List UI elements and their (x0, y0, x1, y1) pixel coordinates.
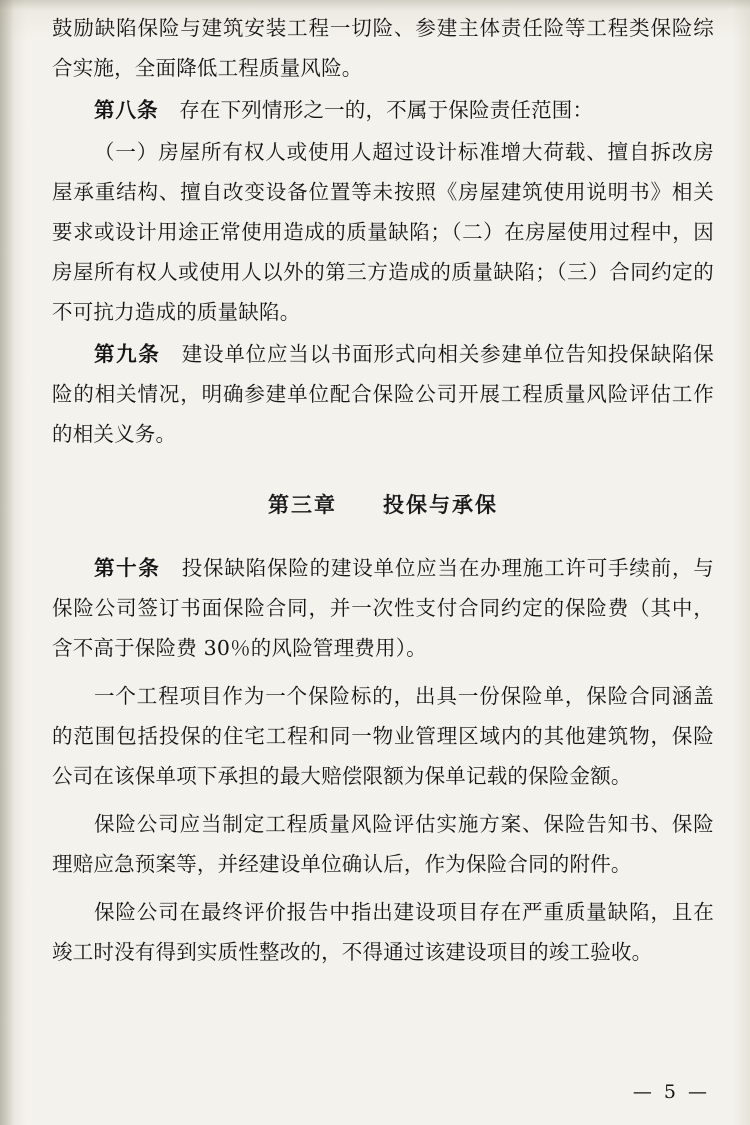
page-content (52, 8, 714, 974)
paragraph-article-9 (52, 334, 714, 454)
paragraph-text: 建设单位应当以书面形式向相关参建单位告知投保缺陷保险的相关情况，明确参建单位配合保险公司开展工程质量风险评估工作的相关义务。 (52, 342, 715, 446)
paragraph-text: 一个工程项目作为一个保险标的，出具一份保险单，保险合同涵盖的范围包括投保的住宅工程和同一物业管理区域内的其他建筑物，保险公司在该保单项下承担的最大赔偿限额为保单记载的保险金额。 (52, 684, 714, 788)
paragraph-final-report (52, 892, 714, 972)
paragraph-exclusions-list (52, 132, 714, 332)
paragraph-continuation (52, 8, 714, 88)
paragraph-text: 保险公司在最终评价报告中指出建设项目存在严重质量缺陷，且在竣工时没有得到实质性整改的，不得通过该建设项目的竣工验收。 (52, 900, 714, 964)
paragraph-text: 投保缺陷保险的建设单位应当在办理施工许可手续前，与保险公司签订书面保险合同，并一次性支付合同约定的保险费（其中，含不高于保险费 30％的风险管理费用）。 (52, 556, 715, 660)
chapter-heading: 第三章 投保与承保 (268, 492, 498, 517)
page-number: — 5 — (632, 1081, 710, 1103)
paragraph-article-10 (52, 548, 714, 668)
paragraph-text: 鼓励缺陷保险与建筑安装工程一切险、参建主体责任险等工程类保险综合实施，全面降低工程质量风险。 (52, 16, 714, 80)
paragraph-text: （一）房屋所有权人或使用人超过设计标准增大荷载、擅自拆改房屋承重结构、擅自改变设备位置等未按照《房屋建筑使用说明书》相关要求或设计用途正常使用造成的质量缺陷；（二）在房屋使用过程中，因房屋所有权人或使用人以外的第三方造成的质量缺陷；（三）合同约定的不可抗力造成的质量缺陷。 (52, 140, 714, 324)
paragraph-article-8 (52, 90, 714, 130)
article-label-8: 第八条 (94, 98, 159, 122)
paragraph-text: 保险公司应当制定工程质量风险评估实施方案、保险告知书、保险理赔应急预案等，并经建设单位确认后，作为保险合同的附件。 (52, 812, 714, 876)
paragraph-insurer-duties (52, 804, 714, 884)
paragraph-single-policy (52, 676, 714, 796)
article-label-9: 第九条 (94, 342, 161, 366)
paragraph-text: 存在下列情形之一的，不属于保险责任范围： (179, 98, 594, 122)
page-edge-shadow-left (0, 0, 14, 1125)
article-label-10: 第十条 (94, 556, 161, 580)
